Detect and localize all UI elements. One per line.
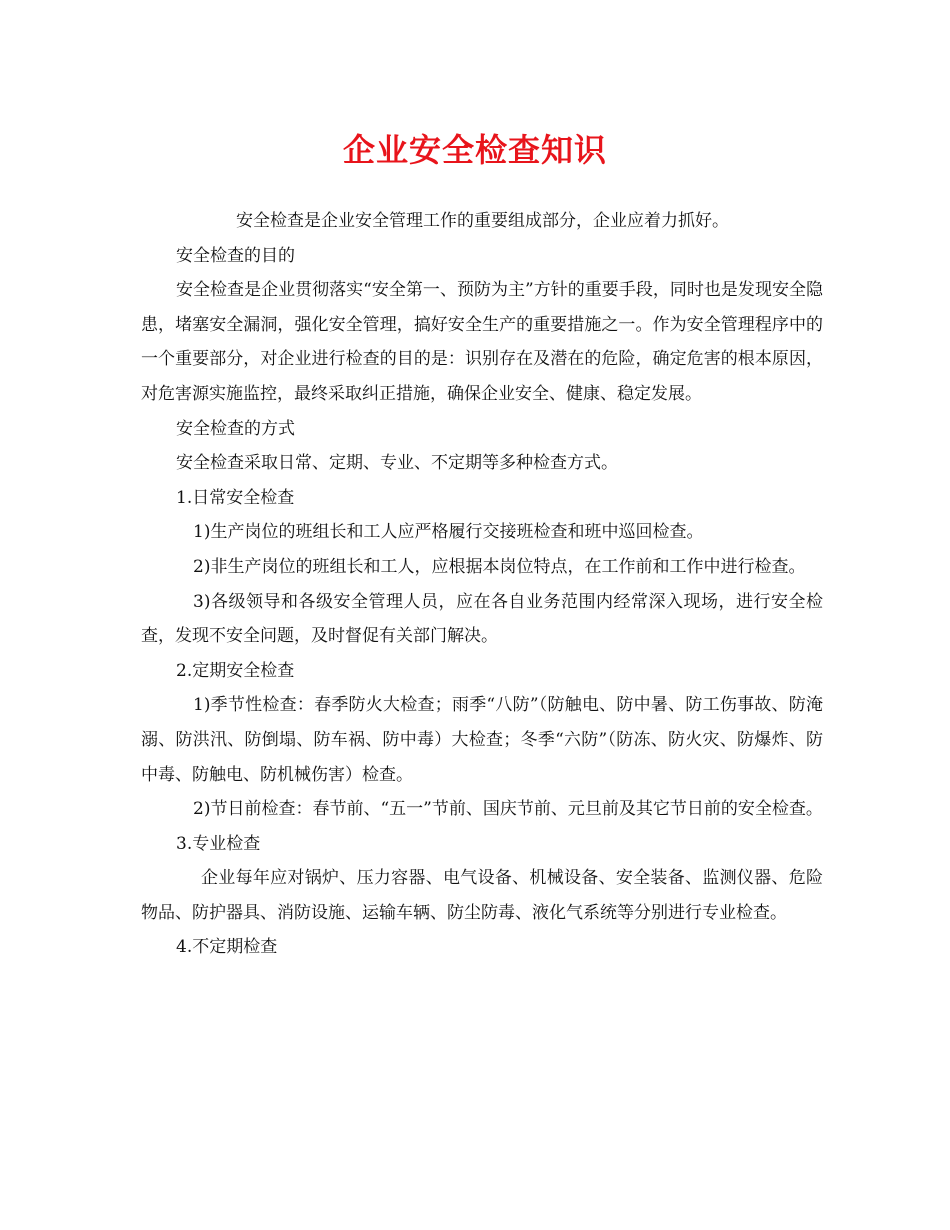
subheading-daily-check: 1.日常安全检查 xyxy=(176,487,295,508)
purpose-paragraph: 安全检查是企业贯彻落实“安全第一、预防为主”方针的重要手段，同时也是发现安全隐患，堵塞安全漏洞，强化安全管理，搞好安全生产的重要措施之一。作为安全管理程序中的一个重要部分，对企业进行检查的目的是：识别存在及潜在的危险，确定危害的根本原因，对危害源实施监控，最终采取纠正措施，确保企业安全、健康、稳定发展。 xyxy=(141,280,823,404)
daily-check-item-3: 3)各级领导和各级安全管理人员，应在各自业务范围内经常深入现场，进行安全检查，发现不安全问题，及时督促有关部门解决。 xyxy=(141,591,823,647)
intro-paragraph: 安全检查是企业安全管理工作的重要组成部分，企业应着力抓好。 xyxy=(236,211,729,231)
subheading-professional-check: 3.专业检查 xyxy=(176,833,261,854)
document-body xyxy=(141,204,823,965)
subheading-irregular-check: 4.不定期检查 xyxy=(176,937,278,958)
periodic-check-item-1: 1)季节性检查：春季防火大检查；雨季“八防”（防触电、防中暑、防工伤事故、防淹溺、防洪汛、防倒塌、防车祸、防中毒）大检查；冬季“六防”（防冻、防火灾、防爆炸、防中毒、防触电、防机械伤害）检查。 xyxy=(141,695,823,785)
professional-check-paragraph: 企业每年应对锅炉、压力容器、电气设备、机械设备、安全装备、监测仪器、危险物品、防护器具、消防设施、运输车辆、防尘防毒、液化气系统等分别进行专业检查。 xyxy=(141,868,823,923)
daily-check-item-2: 2)非生产岗位的班组长和工人，应根据本岗位特点，在工作前和工作中进行检查。 xyxy=(193,556,806,577)
periodic-check-item-2: 2)节日前检查：春节前、“五一”节前、国庆节前、元旦前及其它节日前的安全检查。 xyxy=(193,799,823,820)
section-heading-methods: 安全检查的方式 xyxy=(176,418,295,439)
section-heading-purpose: 安全检查的目的 xyxy=(176,245,295,266)
subheading-periodic-check: 2.定期安全检查 xyxy=(176,660,295,681)
daily-check-item-1: 1)生产岗位的班组长和工人应严格履行交接班检查和班中巡回检查。 xyxy=(193,522,704,543)
document-title: 企业安全检查知识 xyxy=(342,131,607,169)
methods-paragraph: 安全检查采取日常、定期、专业、不定期等多种检查方式。 xyxy=(176,453,618,474)
